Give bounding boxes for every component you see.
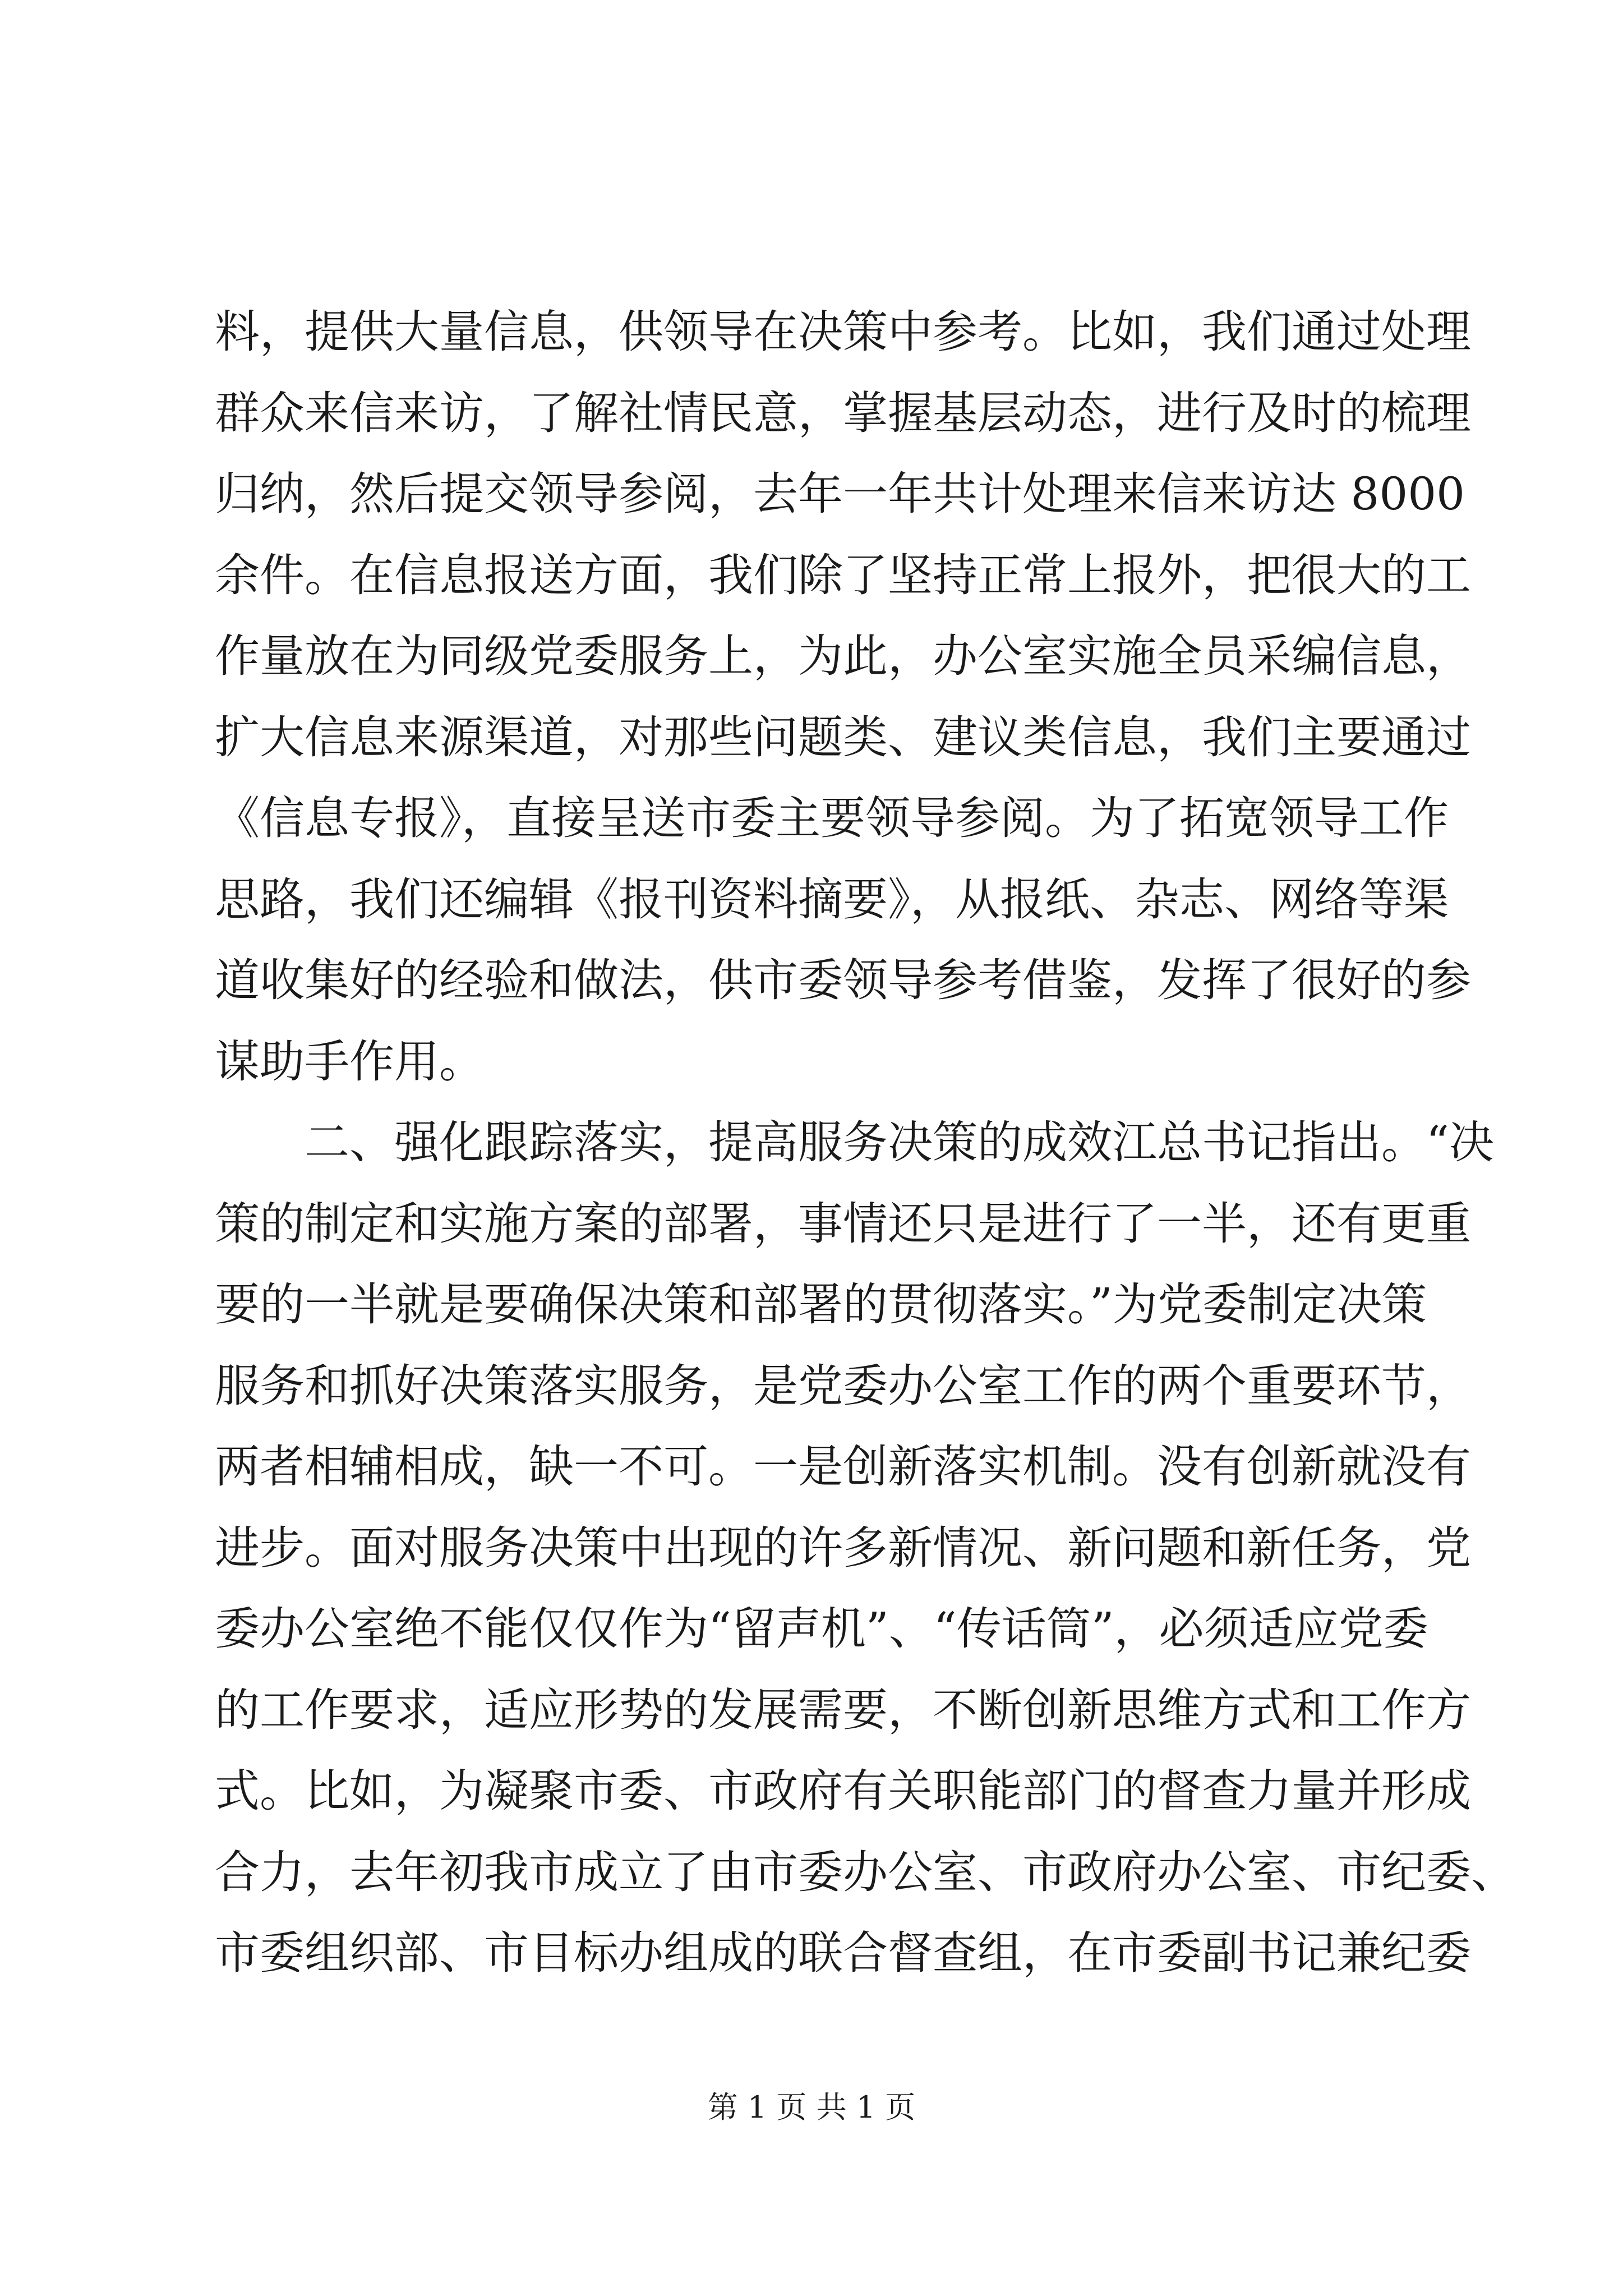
text-line: 市委组织部、市目标办组成的联合督查组，在市委副书记兼纪委 (215, 1927, 1471, 1979)
text-line: 作量放在为同级党委服务上，为此，办公室实施全员采编信息， (215, 630, 1471, 682)
text-line: 合力，去年初我市成立了由市委办公室、市政府办公室、市纪委、 (215, 1846, 1516, 1898)
text-line: 《信息专报》，直接呈送市委主要领导参阅。为了拓宽领导工作 (215, 792, 1449, 844)
text-line: 群众来信来访，了解社情民意，掌握基层动态，进行及时的梳理 (215, 386, 1471, 439)
paragraph-heading-line: 二、强化跟踪落实，提高服务决策的成效江总书记指出。“决 (305, 1116, 1494, 1168)
text-line: 思路，我们还编辑《报刊资料摘要》，从报纸、杂志、网络等渠 (215, 873, 1449, 926)
text-line: 的工作要求，适应形势的发展需要，不断创新思维方式和工作方 (215, 1683, 1471, 1736)
text-line: 式。比如，为凝聚市委、市政府有关职能部门的督查力量并形成 (215, 1765, 1471, 1817)
text-line: 进步。面对服务决策中出现的许多新情况、新问题和新任务，党 (215, 1521, 1471, 1574)
document-body (215, 292, 1516, 1994)
text-line: 要的一半就是要确保决策和部署的贯彻落实。”为党委制定决策 (215, 1278, 1427, 1331)
text-line: 两者相辅相成，缺一不可。一是创新落实机制。没有创新就没有 (215, 1441, 1471, 1493)
page-number-footer: 第 1 页 共 1 页 (707, 2090, 916, 2125)
text-line: 策的制定和实施方案的部署，事情还只是进行了一半，还有更重 (215, 1197, 1471, 1250)
text-line: 道收集好的经验和做法，供市委领导参考借鉴，发挥了很好的参 (215, 954, 1471, 1006)
text-line: 余件。在信息报送方面，我们除了坚持正常上报外，把很大的工 (215, 549, 1471, 601)
text-line: 归纳，然后提交领导参阅，去年一年共计处理来信来访达 8000 (215, 468, 1465, 520)
text-line: 料，提供大量信息，供领导在决策中参考。比如，我们通过处理 (215, 306, 1471, 358)
text-line: 扩大信息来源渠道，对那些问题类、建议类信息，我们主要通过 (215, 711, 1471, 763)
text-line: 谋助手作用。 (215, 1035, 484, 1088)
text-line: 委办公室绝不能仅仅作为“留声机”、“传话筒”，必须适应党委 (215, 1603, 1428, 1655)
text-line: 服务和抓好决策落实服务，是党委办公室工作的两个重要环节， (215, 1359, 1471, 1412)
